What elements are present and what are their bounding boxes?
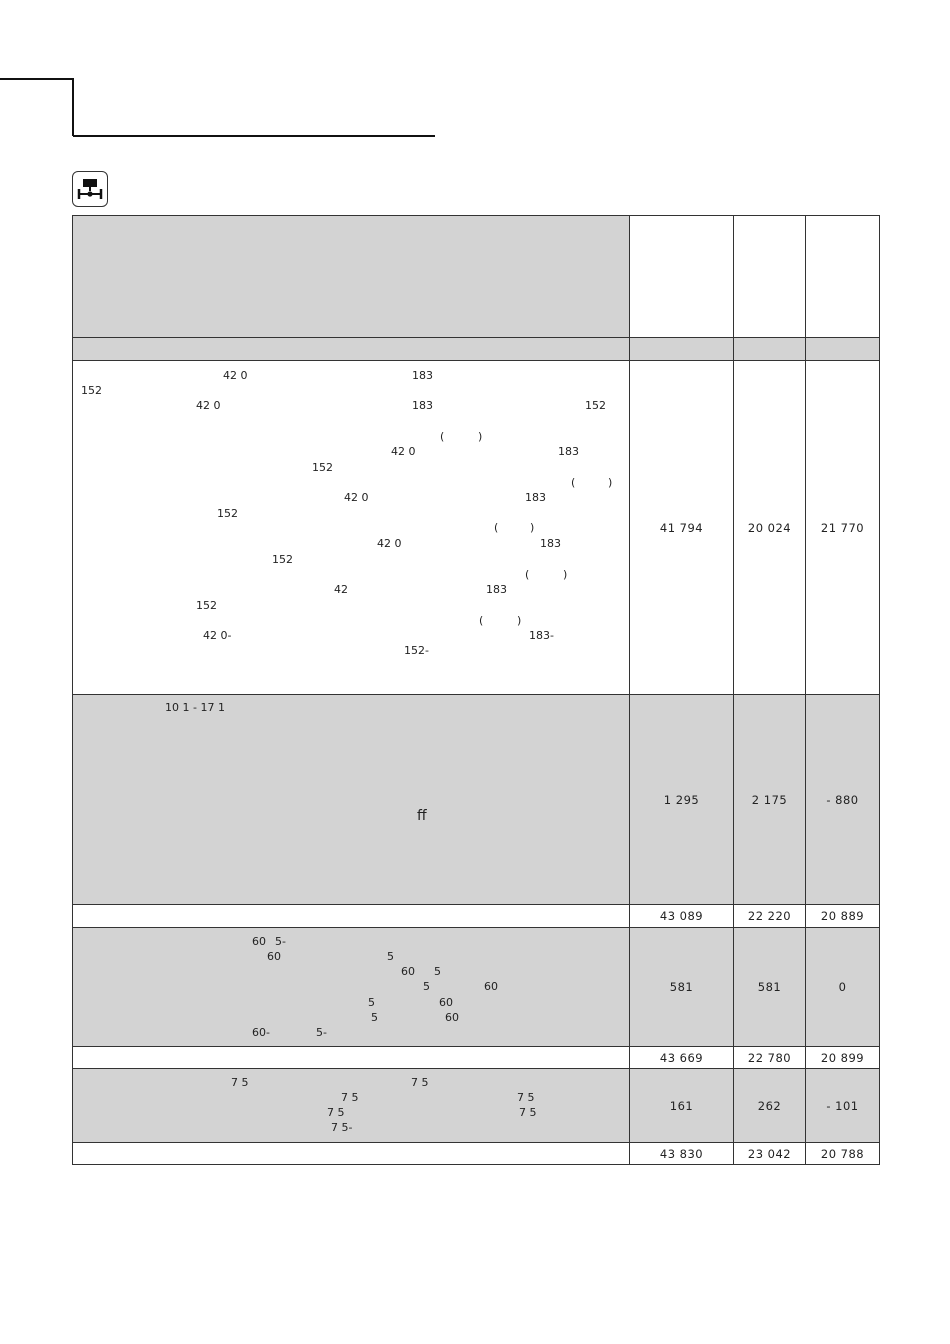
row-description bbox=[73, 1069, 630, 1143]
text-fragment: 5 bbox=[368, 996, 375, 1009]
header-row bbox=[73, 216, 880, 338]
text-fragment: 7 5 bbox=[341, 1091, 359, 1104]
text-fragment: 7 5 bbox=[327, 1106, 345, 1119]
total-value-3: 20 788 bbox=[806, 1143, 880, 1165]
text-fragment: ﬀ bbox=[417, 808, 427, 824]
band-col-3 bbox=[806, 338, 880, 361]
row-value-3: - 101 bbox=[806, 1069, 880, 1143]
row-value-3: 0 bbox=[806, 928, 880, 1047]
text-fragment: 60 bbox=[252, 935, 266, 948]
text-fragment: ) bbox=[563, 568, 568, 581]
subtotal-value-1: 43 669 bbox=[630, 1047, 734, 1069]
band-col-1 bbox=[630, 338, 734, 361]
text-fragment: ( bbox=[479, 614, 484, 627]
row-value-2: 262 bbox=[734, 1069, 806, 1143]
text-fragment: ( bbox=[525, 568, 530, 581]
row-value-2: 2 175 bbox=[734, 695, 806, 905]
total-description bbox=[73, 1143, 630, 1165]
text-fragment: ) bbox=[530, 521, 535, 534]
text-fragment: 7 5 bbox=[231, 1076, 249, 1089]
text-fragment: 5- bbox=[275, 935, 286, 948]
row-value-1: 1 295 bbox=[630, 695, 734, 905]
total-value-1: 43 830 bbox=[630, 1143, 734, 1165]
text-fragment: 5 bbox=[423, 980, 430, 993]
text-fragment: ) bbox=[517, 614, 522, 627]
text-fragment: 42 0 bbox=[223, 369, 248, 382]
text-fragment: 7 5- bbox=[331, 1121, 353, 1134]
text-fragment: 42 0 bbox=[344, 491, 369, 504]
text-fragment: 5 bbox=[434, 965, 441, 978]
text-fragment: 60 bbox=[267, 950, 281, 963]
text-fragment: 42 0- bbox=[203, 629, 232, 642]
subtotal-value-3: 20 899 bbox=[806, 1047, 880, 1069]
text-fragment: 7 5 bbox=[411, 1076, 429, 1089]
corner-frame bbox=[0, 78, 74, 136]
text-fragment: 152 bbox=[312, 461, 333, 474]
row-description bbox=[73, 928, 630, 1047]
subtotal-description bbox=[73, 1047, 630, 1069]
band-description bbox=[73, 338, 630, 361]
row-value-1: 581 bbox=[630, 928, 734, 1047]
header-col-1 bbox=[630, 216, 734, 338]
text-fragment: ( bbox=[494, 521, 499, 534]
row-value-1: 41 794 bbox=[630, 361, 734, 695]
text-fragment: ( bbox=[440, 430, 445, 443]
header-description-cell bbox=[73, 216, 630, 338]
text-fragment: 60- bbox=[252, 1026, 270, 1039]
subtotal-row bbox=[73, 905, 880, 928]
text-fragment: 152 bbox=[585, 399, 606, 412]
subtotal-row bbox=[73, 1047, 880, 1069]
text-fragment: 60 bbox=[401, 965, 415, 978]
row-value-3: - 880 bbox=[806, 695, 880, 905]
table-row bbox=[73, 361, 880, 695]
text-fragment: 42 bbox=[334, 583, 348, 596]
header-rule bbox=[73, 135, 435, 137]
text-fragment: 183 bbox=[558, 445, 579, 458]
text-fragment: 60 bbox=[484, 980, 498, 993]
text-fragment: 5- bbox=[316, 1026, 327, 1039]
text-fragment: 183 bbox=[412, 369, 433, 382]
axle-icon bbox=[72, 171, 108, 207]
text-fragment: 152 bbox=[217, 507, 238, 520]
band-col-2 bbox=[734, 338, 806, 361]
text-fragment: 152 bbox=[272, 553, 293, 566]
text-fragment: 183 bbox=[540, 537, 561, 550]
header-col-3 bbox=[806, 216, 880, 338]
text-fragment: ) bbox=[478, 430, 483, 443]
row-value-3: 21 770 bbox=[806, 361, 880, 695]
text-fragment: 183 bbox=[486, 583, 507, 596]
table-row bbox=[73, 1069, 880, 1143]
subtotal-value-2: 22 220 bbox=[734, 905, 806, 928]
table-row bbox=[73, 695, 880, 905]
row-value-1: 161 bbox=[630, 1069, 734, 1143]
text-fragment: 5 bbox=[387, 950, 394, 963]
band-row bbox=[73, 338, 880, 361]
summary-table bbox=[72, 215, 880, 1165]
total-value-2: 23 042 bbox=[734, 1143, 806, 1165]
subtotal-value-3: 20 889 bbox=[806, 905, 880, 928]
text-fragment: 42 0 bbox=[377, 537, 402, 550]
text-fragment: ( bbox=[571, 476, 576, 489]
row-description bbox=[73, 361, 630, 695]
text-fragment: 152 bbox=[196, 599, 217, 612]
row-value-2: 581 bbox=[734, 928, 806, 1047]
text-fragment: ) bbox=[608, 476, 613, 489]
text-fragment: 183 bbox=[412, 399, 433, 412]
text-fragment: 10 1 - 17 1 bbox=[165, 701, 225, 714]
text-fragment: 60 bbox=[439, 996, 453, 1009]
text-fragment: 183- bbox=[529, 629, 554, 642]
text-fragment: 5 bbox=[371, 1011, 378, 1024]
text-fragment: 7 5 bbox=[519, 1106, 537, 1119]
text-fragment: 60 bbox=[445, 1011, 459, 1024]
table-row bbox=[73, 928, 880, 1047]
row-description bbox=[73, 695, 630, 905]
row-value-2: 20 024 bbox=[734, 361, 806, 695]
text-fragment: 152 bbox=[81, 384, 102, 397]
header-col-2 bbox=[734, 216, 806, 338]
subtotal-description bbox=[73, 905, 630, 928]
text-fragment: 42 0 bbox=[196, 399, 221, 412]
subtotal-value-2: 22 780 bbox=[734, 1047, 806, 1069]
text-fragment: 7 5 bbox=[517, 1091, 535, 1104]
text-fragment: 183 bbox=[525, 491, 546, 504]
total-row bbox=[73, 1143, 880, 1165]
text-fragment: 42 0 bbox=[391, 445, 416, 458]
text-fragment: 152- bbox=[404, 644, 429, 657]
subtotal-value-1: 43 089 bbox=[630, 905, 734, 928]
